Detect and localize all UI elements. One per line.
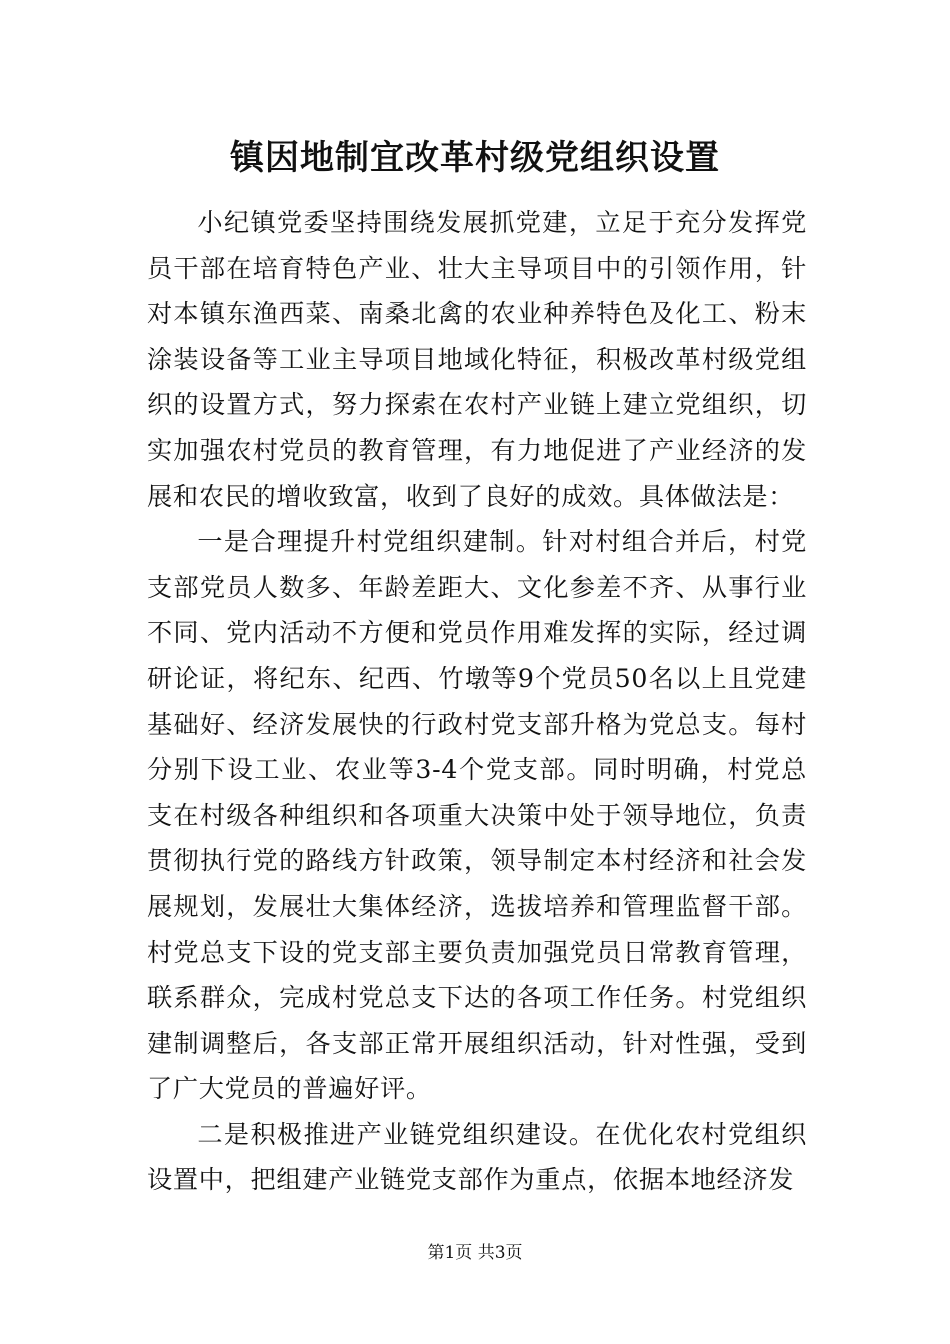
paragraph-point-two: 二是积极推进产业链党组织建设。在优化农村党组织设置中，把组建产业链党支部作为重点，依据本地经济发	[147, 1119, 807, 1195]
paragraph-point-one: 一是合理提升村党组织建制。针对村组合并后，村党支部党员人数多、年龄差距大、文化参差不齐、从事行业不同、党内活动不方便和党员作用难发挥的实际，经过调研论证，将纪东、纪西、竹墩等9个党员50名以上且党建基础好、经济发展快的行政村党支部升格为党总支。每村分别下设工业、农业等3-4个党支部。同时明确，村党总支在村级各种组织和各项重大决策中处于领导地位，负责贯彻执行党的路线方针政策，领导制定本村经济和社会发展规划，发展壮大集体经济，选拔培养和管理监督干部。村党总支下设的党支部主要负责加强党员日常教育管理，联系群众，完成村党总支下达的各项工作任务。村党组织建制调整后，各支部正常开展组织活动，针对性强，受到了广大党员的普遍好评。	[147, 527, 807, 1104]
document-body	[147, 200, 807, 1203]
page-number-footer: 第1页 共3页	[427, 1243, 523, 1263]
document-title: 镇因地制宜改革村级党组织设置	[230, 138, 720, 178]
paragraph-intro: 小纪镇党委坚持围绕发展抓党建，立足于充分发挥党员干部在培育特色产业、壮大主导项目中的引领作用，针对本镇东渔西菜、南桑北禽的农业种养特色及化工、粉末涂装设备等工业主导项目地域化特征，积极改革村级党组织的设置方式，努力探索在农村产业链上建立党组织，切实加强农村党员的教育管理，有力地促进了产业经济的发展和农民的增收致富，收到了良好的成效。具体做法是：	[147, 208, 807, 511]
